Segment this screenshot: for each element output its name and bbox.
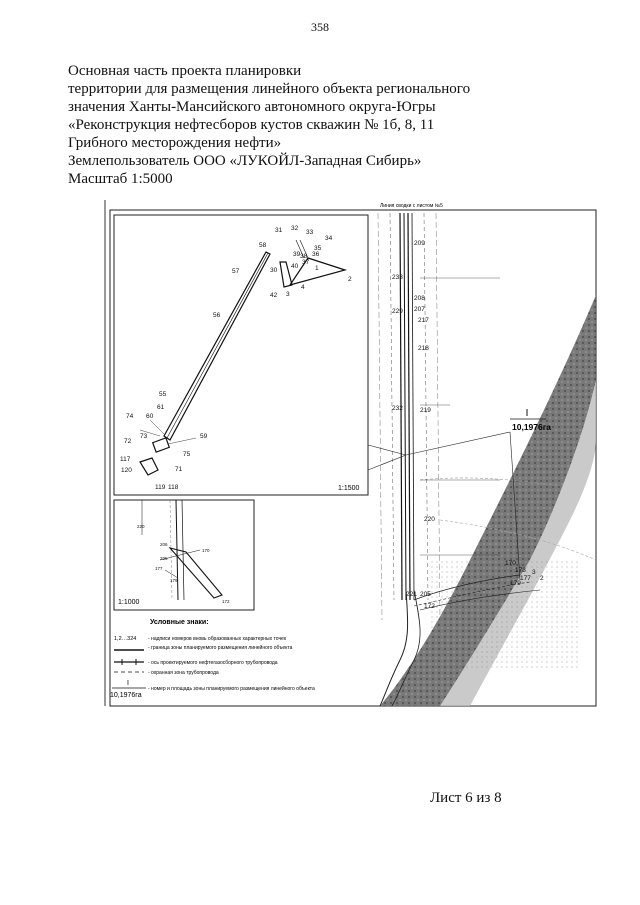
point-label: 59	[200, 433, 208, 440]
header-line: территории для размещения линейного объекта регионального	[68, 81, 471, 97]
point-label: 31	[275, 227, 283, 234]
point-label: 219	[420, 407, 431, 414]
point-label: 33	[306, 229, 314, 236]
sheet-label: Лист 6 из 8	[430, 790, 502, 806]
header-line: Масштаб 1:5000	[68, 171, 173, 187]
point-label: 3	[532, 569, 536, 576]
point-label: 229	[392, 308, 403, 315]
point-label: 220	[137, 524, 145, 529]
point-label: 40	[291, 263, 299, 270]
point-label: 39	[293, 251, 301, 258]
point-label: 208	[414, 295, 425, 302]
point-label: 207	[414, 306, 425, 313]
point-label: 36	[312, 251, 320, 258]
point-label: 118	[168, 484, 179, 491]
legend-item-axis: - ось проектируемого нефтегазосборного трубопровода	[148, 660, 278, 666]
point-label: 35	[314, 245, 322, 252]
page-number: 358	[311, 20, 329, 34]
point-label: 56	[213, 312, 221, 319]
point-label: 71	[175, 466, 183, 473]
legend-item-zone: - номер и площадь зоны планируемого размещения линейного объекта	[148, 686, 315, 692]
point-label: 30	[270, 267, 278, 274]
inset-small-scale: 1:1000	[118, 599, 140, 606]
point-label: 209	[414, 240, 425, 247]
point-label: 57	[232, 268, 240, 275]
point-label: 38	[300, 253, 308, 260]
point-label: 4	[301, 284, 305, 291]
point-label: 120	[121, 467, 132, 474]
header-line: «Реконструкция нефтесборов кустов скважин № 1б, 8, 11	[68, 117, 435, 133]
point-label: 3	[286, 291, 290, 298]
point-label: 172	[222, 599, 230, 604]
point-label: 75	[183, 451, 191, 458]
zone-area: 10,1976га	[512, 422, 551, 432]
point-label: 1	[315, 265, 319, 272]
legend-title: Условные знаки:	[150, 619, 209, 626]
point-label: 73	[140, 433, 148, 440]
point-label: 220	[424, 516, 435, 523]
point-label: 61	[157, 404, 165, 411]
point-label: 37	[302, 259, 310, 266]
point-label: 173	[515, 567, 526, 574]
point-label: 172	[424, 603, 435, 610]
point-label: 32	[291, 225, 299, 232]
legend	[110, 619, 315, 699]
zone-number: I	[525, 408, 529, 419]
point-label: 42	[270, 292, 278, 299]
point-label: 206	[160, 542, 168, 547]
point-label: 179	[510, 580, 521, 587]
legend-zone-number: I	[127, 680, 129, 687]
legend-item-boundary: - граница зоны планируемого размещения линейного объекта	[148, 645, 293, 651]
point-label: 205	[160, 556, 168, 561]
point-label: 117	[120, 456, 131, 463]
point-label: 119	[155, 484, 166, 491]
inset-small	[114, 500, 254, 610]
point-label: 2	[348, 276, 352, 283]
legend-symbol-points: 1,2…324	[114, 636, 137, 642]
point-label: 55	[159, 391, 167, 398]
header-line: Землепользователь ООО «ЛУКОЙЛ-Западная Сибирь»	[68, 153, 422, 169]
point-label: 72	[124, 438, 132, 445]
point-label: 217	[418, 317, 429, 324]
header-line: значения Ханты-Мансийского автономного округа-Югры	[68, 99, 436, 115]
point-label: 170	[505, 560, 516, 567]
legend-item-points: - надписи номеров вновь образованных характерных точек	[148, 636, 287, 642]
point-label: 34	[325, 235, 333, 242]
point-label: 177	[155, 566, 163, 571]
point-label: 2	[540, 575, 544, 582]
match-line-label: Линия сводки с листом №5	[380, 203, 443, 209]
legend-item-protection: - охранная зона трубопровода	[148, 670, 219, 676]
inset-large	[114, 215, 368, 495]
point-label: 179	[170, 578, 178, 583]
point-label: 232	[392, 405, 403, 412]
point-label: 205	[420, 591, 431, 598]
inset-large-scale: 1:1500	[338, 485, 360, 492]
point-label: 221	[406, 591, 417, 598]
legend-zone-area: 10,1976га	[110, 692, 142, 699]
point-label: 170	[202, 548, 210, 553]
point-label: 74	[126, 413, 134, 420]
point-label: 60	[146, 413, 154, 420]
point-label: 58	[259, 242, 267, 249]
point-label: 218	[418, 345, 429, 352]
header-line: Грибного месторождения нефти»	[68, 135, 282, 151]
header-line: Основная часть проекта планировки	[68, 63, 302, 79]
point-label: 233	[392, 274, 403, 281]
point-label: 177	[520, 575, 531, 582]
